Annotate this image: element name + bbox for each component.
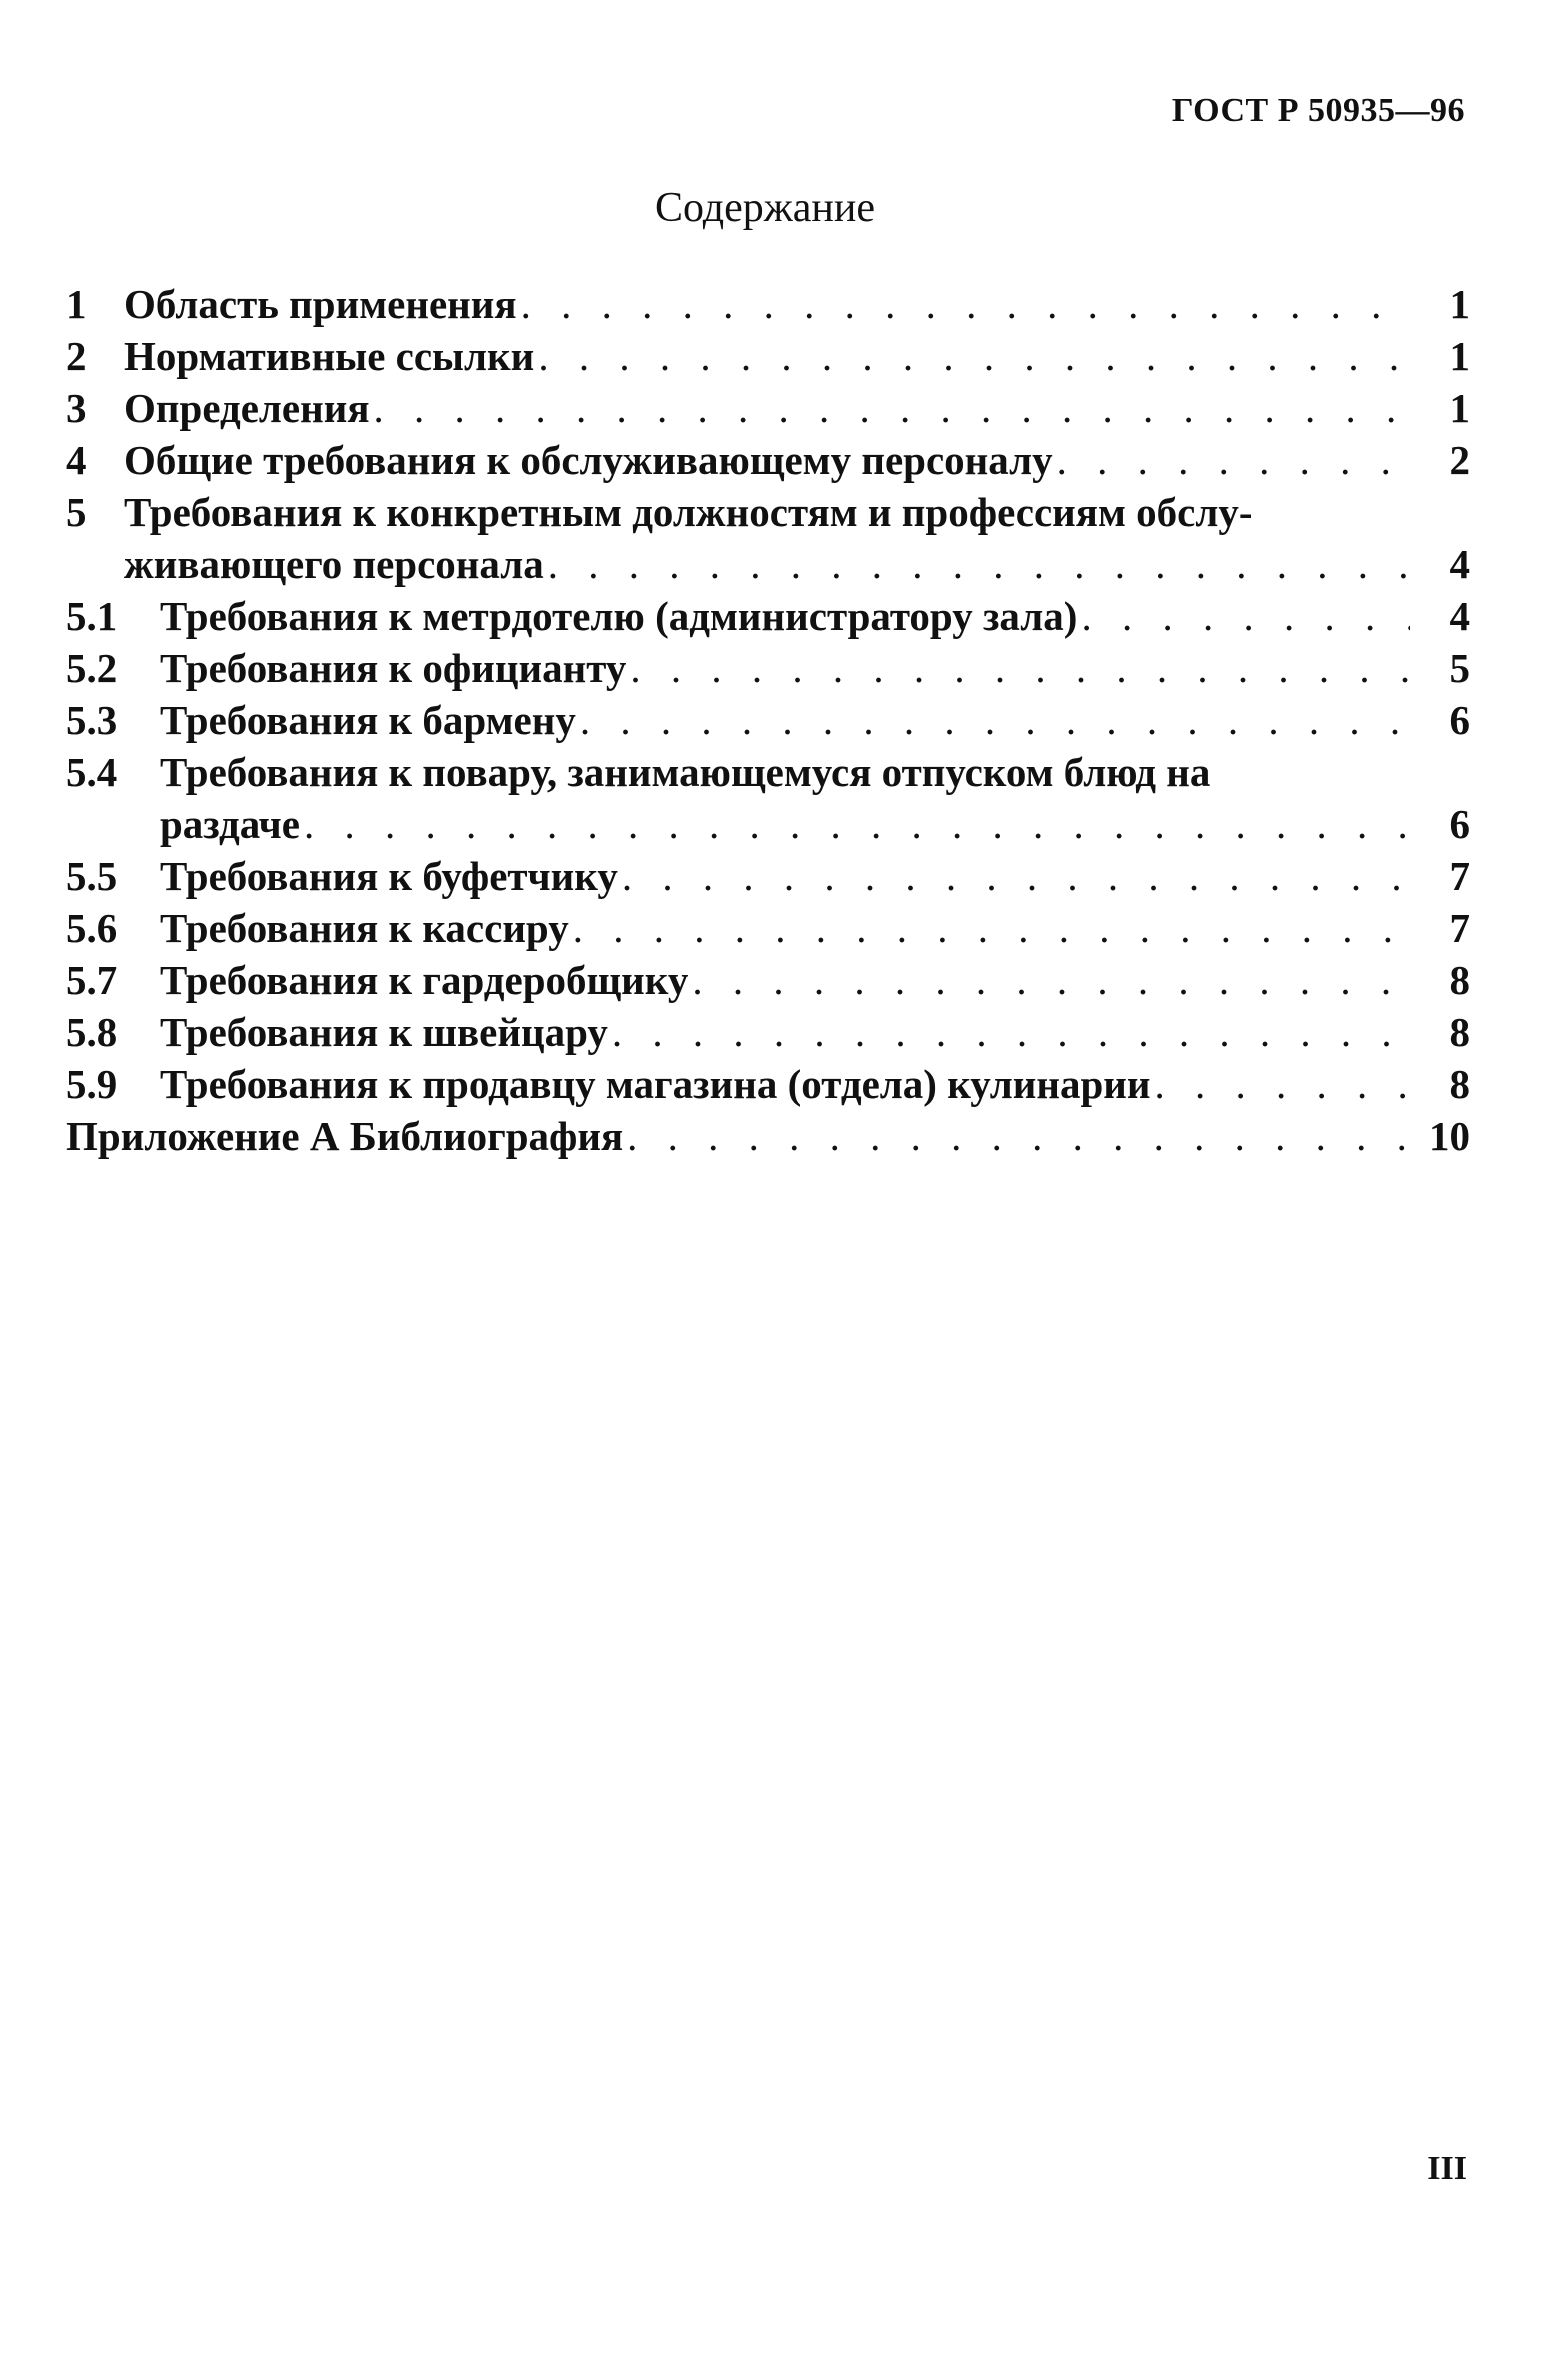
toc-entry-number: 5.7 xyxy=(66,957,118,1003)
leader-dots xyxy=(548,538,1410,590)
toc-entry-label: Требования к официанту xyxy=(160,645,627,691)
toc-entry-label: Нормативные ссылки xyxy=(124,333,535,379)
leader-dots xyxy=(630,642,1410,694)
toc-entry-number: 5 xyxy=(66,489,87,535)
toc-entry-label: Требования к гардеробщику xyxy=(160,957,689,1003)
toc-entry-appendix-a[interactable] xyxy=(66,1110,1470,1162)
toc-entry-3[interactable] xyxy=(66,382,1470,434)
toc-entry-number: 3 xyxy=(66,385,87,431)
toc-entry-label: Область применения xyxy=(124,281,517,327)
toc-entry-1[interactable] xyxy=(66,278,1470,330)
toc-entry-label: Требования к метрдотелю (администратору зала) xyxy=(160,593,1078,639)
toc-entry-label: Требования к кассиру xyxy=(160,905,569,951)
document-code: ГОСТ Р 50935—96 xyxy=(1171,92,1465,129)
toc-entry-page: 2 xyxy=(1449,437,1470,483)
leader-dots xyxy=(521,278,1410,330)
toc-entry-number: 5.5 xyxy=(66,853,118,899)
leader-dots xyxy=(627,1110,1410,1162)
leader-dots xyxy=(622,850,1410,902)
toc-entry-page: 7 xyxy=(1449,853,1470,899)
toc-entry-page: 6 xyxy=(1449,697,1470,743)
toc-entry-5-7[interactable] xyxy=(66,954,1470,1006)
toc-entry-page: 4 xyxy=(1449,593,1470,639)
leader-dots xyxy=(304,798,1410,850)
toc-entry-page: 10 xyxy=(1429,1113,1470,1159)
toc-entry-5-1[interactable] xyxy=(66,590,1470,642)
toc-entry-label-line1: Требования к повару, занимающемуся отпуском блюд на xyxy=(160,749,1211,795)
toc-entry-label: Общие требования к обслуживающему персоналу xyxy=(124,437,1053,483)
leader-dots xyxy=(1081,590,1410,642)
leader-dots xyxy=(1057,434,1410,486)
toc-entry-page: 8 xyxy=(1449,957,1470,1003)
leader-dots xyxy=(573,902,1410,954)
toc-entry-page: 5 xyxy=(1449,645,1470,691)
toc-entry-5-3[interactable] xyxy=(66,694,1470,746)
toc-title: Содержание xyxy=(654,185,876,231)
toc-entry-number: 5.6 xyxy=(66,905,118,951)
toc-entry-number: 4 xyxy=(66,437,87,483)
toc-entry-number: 5.1 xyxy=(66,593,118,639)
toc-entry-label: Требования к бармену xyxy=(160,697,576,743)
toc-entry-page: 1 xyxy=(1449,385,1470,431)
page-number: III xyxy=(1427,2150,1467,2187)
toc-entry-label: Требования к продавцу магазина (отдела) кулинарии xyxy=(160,1061,1151,1107)
toc-entry-number: 5.2 xyxy=(66,645,118,691)
table-of-contents xyxy=(66,278,1470,1162)
toc-entry-number: 5.8 xyxy=(66,1009,118,1055)
toc-entry-label: Требования к швейцару xyxy=(160,1009,608,1055)
toc-entry-5-6[interactable] xyxy=(66,902,1470,954)
toc-entry-number: 1 xyxy=(66,281,87,327)
toc-entry-5[interactable] xyxy=(66,486,1470,590)
leader-dots xyxy=(538,330,1410,382)
toc-entry-5-5[interactable] xyxy=(66,850,1470,902)
toc-entry-5-4[interactable] xyxy=(66,746,1470,850)
toc-entry-page: 7 xyxy=(1449,905,1470,951)
toc-entry-5-9[interactable] xyxy=(66,1058,1470,1110)
toc-entry-page: 6 xyxy=(1449,801,1470,847)
toc-entry-page: 1 xyxy=(1449,281,1470,327)
leader-dots xyxy=(1155,1058,1410,1110)
toc-entry-number: 5.3 xyxy=(66,697,118,743)
toc-entry-5-8[interactable] xyxy=(66,1006,1470,1058)
toc-entry-label: Определения xyxy=(124,385,370,431)
toc-entry-page: 4 xyxy=(1449,541,1470,587)
toc-entry-4[interactable] xyxy=(66,434,1470,486)
toc-entry-label-line1: Требования к конкретным должностям и профессиям обслу- xyxy=(124,489,1253,535)
leader-dots xyxy=(692,954,1410,1006)
toc-entry-label-line2: живающего персонала xyxy=(124,541,544,587)
toc-entry-label: Приложение А Библиография xyxy=(66,1113,624,1159)
toc-entry-5-2[interactable] xyxy=(66,642,1470,694)
leader-dots xyxy=(374,382,1410,434)
toc-entry-2[interactable] xyxy=(66,330,1470,382)
leader-dots xyxy=(612,1006,1410,1058)
toc-entry-number: 2 xyxy=(66,333,87,379)
toc-entry-number: 5.9 xyxy=(66,1061,118,1107)
toc-entry-label-line2: раздаче xyxy=(160,801,300,847)
toc-entry-page: 8 xyxy=(1449,1009,1470,1055)
toc-entry-label: Требования к буфетчику xyxy=(160,853,618,899)
leader-dots xyxy=(580,694,1410,746)
toc-entry-number: 5.4 xyxy=(66,749,118,795)
toc-entry-page: 8 xyxy=(1449,1061,1470,1107)
toc-entry-page: 1 xyxy=(1449,333,1470,379)
